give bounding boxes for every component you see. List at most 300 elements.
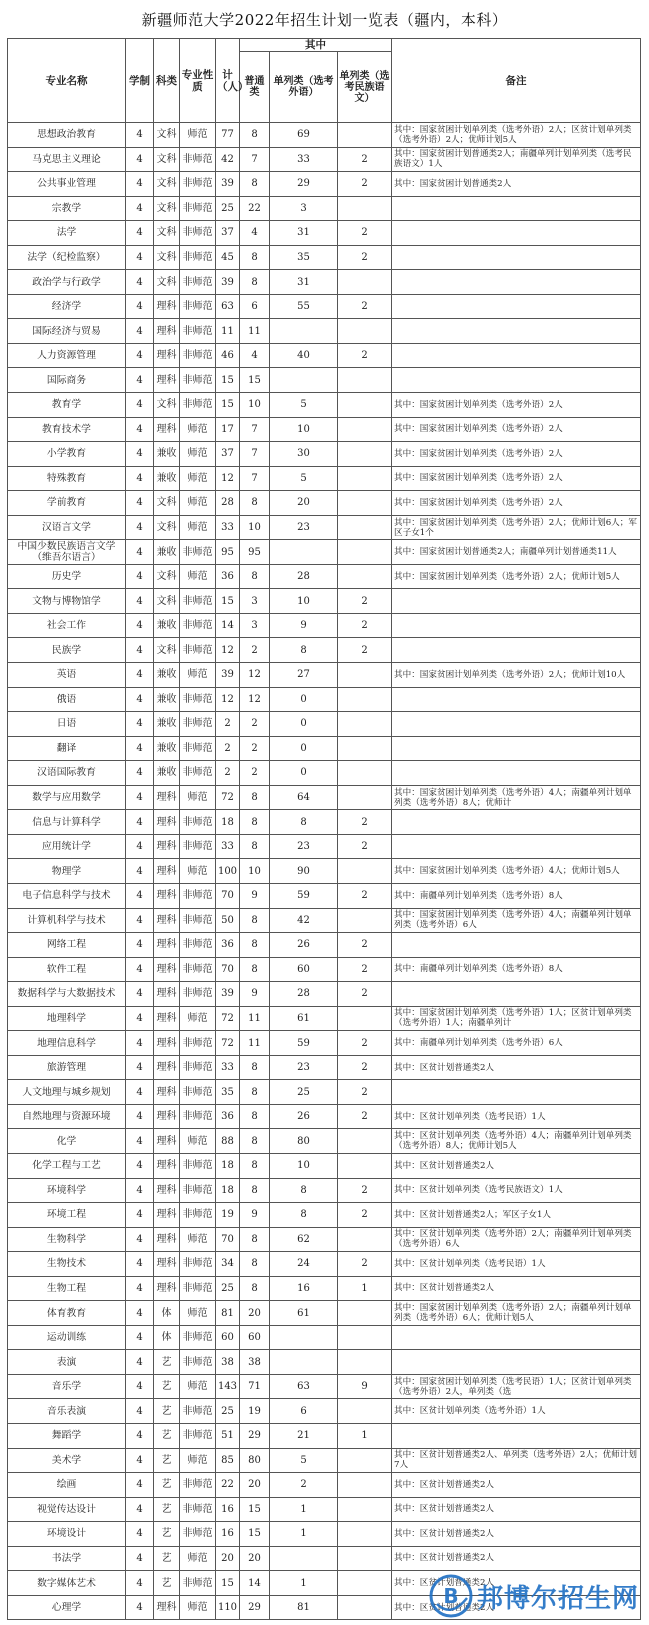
cell-note bbox=[392, 613, 641, 638]
cell-separate-foreign: 35 bbox=[270, 245, 338, 270]
cell-subject: 兼收 bbox=[154, 736, 180, 761]
cell-separate-minority bbox=[338, 319, 392, 344]
cell-subject: 兼收 bbox=[154, 761, 180, 786]
cell-nature: 师范 bbox=[180, 1374, 216, 1399]
cell-note: 其中：国家贫困计划单列类（选考外语）2人；优师计划10人 bbox=[392, 663, 641, 688]
cell-separate-minority bbox=[338, 491, 392, 516]
cell-note bbox=[392, 1080, 641, 1105]
cell-years: 4 bbox=[126, 1031, 154, 1056]
header-general: 普通类 bbox=[240, 52, 270, 123]
cell-years: 4 bbox=[126, 1497, 154, 1522]
cell-total: 85 bbox=[216, 1448, 240, 1473]
table-body bbox=[8, 123, 641, 1620]
table-row bbox=[8, 343, 641, 368]
cell-total: 17 bbox=[216, 417, 240, 442]
cell-subject: 体 bbox=[154, 1301, 180, 1326]
cell-total: 16 bbox=[216, 1522, 240, 1547]
table-row bbox=[8, 1399, 641, 1424]
cell-nature: 非师范 bbox=[180, 933, 216, 958]
cell-general: 8 bbox=[240, 172, 270, 197]
cell-major: 环境科学 bbox=[8, 1178, 126, 1203]
cell-years: 4 bbox=[126, 1104, 154, 1129]
cell-years: 4 bbox=[126, 1448, 154, 1473]
cell-separate-minority bbox=[338, 1006, 392, 1031]
cell-total: 143 bbox=[216, 1374, 240, 1399]
cell-note: 其中：国家贫困计划单列类（选考外语）2人 bbox=[392, 466, 641, 491]
cell-general: 11 bbox=[240, 1031, 270, 1056]
table-row bbox=[8, 1227, 641, 1252]
cell-nature: 非师范 bbox=[180, 393, 216, 418]
cell-nature: 非师范 bbox=[180, 319, 216, 344]
cell-years: 4 bbox=[126, 147, 154, 172]
cell-separate-foreign: 69 bbox=[270, 123, 338, 148]
cell-total: 22 bbox=[216, 1473, 240, 1498]
watermark-text: 邦博尔招生网 bbox=[476, 1583, 639, 1614]
cell-general: 15 bbox=[240, 368, 270, 393]
cell-total: 34 bbox=[216, 1252, 240, 1277]
cell-years: 4 bbox=[126, 859, 154, 884]
header-separate-foreign: 单列类（选考外语） bbox=[270, 52, 338, 123]
cell-subject: 兼收 bbox=[154, 540, 180, 565]
cell-note: 其中：区贫计划单列类（选考民语）1人 bbox=[392, 1252, 641, 1277]
table-row bbox=[8, 589, 641, 614]
cell-subject: 兼收 bbox=[154, 663, 180, 688]
cell-major: 数学与应用数学 bbox=[8, 785, 126, 810]
table-row bbox=[8, 294, 641, 319]
cell-general: 20 bbox=[240, 1301, 270, 1326]
cell-note bbox=[392, 589, 641, 614]
cell-note bbox=[392, 982, 641, 1007]
cell-separate-foreign: 21 bbox=[270, 1423, 338, 1448]
cell-note: 其中：南疆单列计划单列类（选考外语）6人 bbox=[392, 1031, 641, 1056]
cell-total: 72 bbox=[216, 1006, 240, 1031]
cell-major: 化学 bbox=[8, 1129, 126, 1154]
cell-total: 88 bbox=[216, 1129, 240, 1154]
table-row bbox=[8, 1423, 641, 1448]
cell-major: 环境工程 bbox=[8, 1203, 126, 1228]
cell-separate-minority: 2 bbox=[338, 147, 392, 172]
cell-total: 51 bbox=[216, 1423, 240, 1448]
table-row bbox=[8, 957, 641, 982]
cell-separate-minority bbox=[338, 1546, 392, 1571]
cell-separate-foreign: 27 bbox=[270, 663, 338, 688]
cell-years: 4 bbox=[126, 1252, 154, 1277]
cell-nature: 师范 bbox=[180, 1006, 216, 1031]
cell-note bbox=[392, 343, 641, 368]
cell-total: 33 bbox=[216, 1055, 240, 1080]
cell-general: 7 bbox=[240, 417, 270, 442]
cell-separate-minority bbox=[338, 687, 392, 712]
cell-major: 音乐学 bbox=[8, 1374, 126, 1399]
cell-general: 20 bbox=[240, 1546, 270, 1571]
cell-total: 63 bbox=[216, 294, 240, 319]
cell-note bbox=[392, 368, 641, 393]
cell-nature: 非师范 bbox=[180, 1080, 216, 1105]
cell-separate-foreign: 55 bbox=[270, 294, 338, 319]
cell-general: 14 bbox=[240, 1571, 270, 1596]
table-row bbox=[8, 1546, 641, 1571]
table-row bbox=[8, 1104, 641, 1129]
cell-separate-foreign: 31 bbox=[270, 221, 338, 246]
svg-text:B: B bbox=[443, 1584, 459, 1608]
table-row bbox=[8, 123, 641, 148]
cell-major: 美术学 bbox=[8, 1448, 126, 1473]
cell-subject: 艺 bbox=[154, 1571, 180, 1596]
cell-years: 4 bbox=[126, 785, 154, 810]
cell-major: 政治学与行政学 bbox=[8, 270, 126, 295]
cell-note bbox=[392, 1350, 641, 1375]
cell-subject: 文科 bbox=[154, 270, 180, 295]
table-row bbox=[8, 1497, 641, 1522]
cell-separate-foreign: 8 bbox=[270, 1178, 338, 1203]
cell-nature: 非师范 bbox=[180, 172, 216, 197]
cell-major: 特殊教育 bbox=[8, 466, 126, 491]
cell-total: 39 bbox=[216, 172, 240, 197]
cell-subject: 理科 bbox=[154, 1031, 180, 1056]
cell-major: 网络工程 bbox=[8, 933, 126, 958]
cell-general: 71 bbox=[240, 1374, 270, 1399]
cell-separate-minority: 2 bbox=[338, 1104, 392, 1129]
cell-nature: 非师范 bbox=[180, 1055, 216, 1080]
table-row bbox=[8, 908, 641, 933]
enrollment-plan-table bbox=[7, 38, 641, 1620]
cell-note: 其中：国家贫困计划单列类（选考外语）2人；南疆单列计划单列类（选考外语）6人；优师计划5人 bbox=[392, 1301, 641, 1326]
cell-note: 其中：国家贫困计划单列类（选考外语）2人 bbox=[392, 442, 641, 467]
table-row bbox=[8, 883, 641, 908]
cell-nature: 非师范 bbox=[180, 1350, 216, 1375]
cell-general: 9 bbox=[240, 883, 270, 908]
cell-note bbox=[392, 221, 641, 246]
cell-separate-foreign: 23 bbox=[270, 515, 338, 540]
cell-major: 计算机科学与技术 bbox=[8, 908, 126, 933]
cell-general: 10 bbox=[240, 859, 270, 884]
cell-subject: 理科 bbox=[154, 1006, 180, 1031]
cell-total: 28 bbox=[216, 491, 240, 516]
cell-separate-minority bbox=[338, 1522, 392, 1547]
cell-years: 4 bbox=[126, 1055, 154, 1080]
cell-nature: 非师范 bbox=[180, 343, 216, 368]
cell-note: 其中：区贫计划单列类（选考民语）1人 bbox=[392, 1104, 641, 1129]
cell-total: 70 bbox=[216, 883, 240, 908]
cell-subject: 文科 bbox=[154, 147, 180, 172]
cell-note: 其中：区贫计划普通类2人、单列类（选考外语）2人；优师计划7人 bbox=[392, 1448, 641, 1473]
cell-note: 其中：区贫计划普通类2人 bbox=[392, 1055, 641, 1080]
cell-years: 4 bbox=[126, 1374, 154, 1399]
cell-major: 法学 bbox=[8, 221, 126, 246]
cell-note bbox=[392, 761, 641, 786]
cell-subject: 理科 bbox=[154, 933, 180, 958]
cell-separate-foreign: 60 bbox=[270, 957, 338, 982]
cell-nature: 非师范 bbox=[180, 540, 216, 565]
cell-years: 4 bbox=[126, 1325, 154, 1350]
cell-years: 4 bbox=[126, 393, 154, 418]
header-years: 学制 bbox=[126, 39, 154, 123]
cell-nature: 师范 bbox=[180, 442, 216, 467]
cell-note: 其中：区贫计划单列类（选考外语）1人 bbox=[392, 1399, 641, 1424]
cell-major: 书法学 bbox=[8, 1546, 126, 1571]
table-row bbox=[8, 491, 641, 516]
cell-major: 日语 bbox=[8, 712, 126, 737]
cell-total: 2 bbox=[216, 712, 240, 737]
cell-years: 4 bbox=[126, 1595, 154, 1620]
cell-separate-foreign: 90 bbox=[270, 859, 338, 884]
cell-general: 8 bbox=[240, 245, 270, 270]
cell-total: 33 bbox=[216, 834, 240, 859]
cell-total: 39 bbox=[216, 982, 240, 1007]
cell-years: 4 bbox=[126, 1227, 154, 1252]
cell-separate-foreign: 0 bbox=[270, 687, 338, 712]
cell-years: 4 bbox=[126, 687, 154, 712]
cell-general: 4 bbox=[240, 221, 270, 246]
cell-note: 其中：区贫计划普通类2人；军区子女1人 bbox=[392, 1203, 641, 1228]
cell-nature: 非师范 bbox=[180, 196, 216, 221]
cell-total: 95 bbox=[216, 540, 240, 565]
cell-years: 4 bbox=[126, 245, 154, 270]
cell-subject: 文科 bbox=[154, 564, 180, 589]
cell-subject: 理科 bbox=[154, 1227, 180, 1252]
table-row bbox=[8, 785, 641, 810]
cell-subject: 理科 bbox=[154, 1055, 180, 1080]
cell-total: 46 bbox=[216, 343, 240, 368]
cell-note bbox=[392, 736, 641, 761]
cell-total: 60 bbox=[216, 1325, 240, 1350]
cell-subject: 理科 bbox=[154, 319, 180, 344]
cell-general: 2 bbox=[240, 638, 270, 663]
cell-major: 人文地理与城乡规划 bbox=[8, 1080, 126, 1105]
cell-total: 25 bbox=[216, 1399, 240, 1424]
cell-nature: 师范 bbox=[180, 123, 216, 148]
cell-nature: 非师范 bbox=[180, 1497, 216, 1522]
cell-major: 自然地理与资源环境 bbox=[8, 1104, 126, 1129]
table-row bbox=[8, 442, 641, 467]
cell-total: 38 bbox=[216, 1350, 240, 1375]
cell-separate-foreign bbox=[270, 540, 338, 565]
cell-major: 国际商务 bbox=[8, 368, 126, 393]
cell-subject: 兼收 bbox=[154, 687, 180, 712]
cell-total: 15 bbox=[216, 1571, 240, 1596]
cell-total: 110 bbox=[216, 1595, 240, 1620]
cell-nature: 非师范 bbox=[180, 589, 216, 614]
table-row bbox=[8, 1252, 641, 1277]
cell-subject: 理科 bbox=[154, 810, 180, 835]
cell-total: 72 bbox=[216, 785, 240, 810]
cell-separate-minority bbox=[338, 1301, 392, 1326]
cell-separate-minority bbox=[338, 1399, 392, 1424]
cell-note bbox=[392, 712, 641, 737]
cell-total: 12 bbox=[216, 638, 240, 663]
cell-subject: 艺 bbox=[154, 1423, 180, 1448]
cell-general: 12 bbox=[240, 663, 270, 688]
cell-separate-foreign: 40 bbox=[270, 343, 338, 368]
cell-years: 4 bbox=[126, 883, 154, 908]
cell-nature: 师范 bbox=[180, 1301, 216, 1326]
cell-nature: 非师范 bbox=[180, 1104, 216, 1129]
cell-total: 36 bbox=[216, 933, 240, 958]
cell-nature: 师范 bbox=[180, 859, 216, 884]
cell-major: 环境设计 bbox=[8, 1522, 126, 1547]
cell-separate-foreign: 23 bbox=[270, 834, 338, 859]
cell-total: 70 bbox=[216, 1227, 240, 1252]
cell-nature: 非师范 bbox=[180, 957, 216, 982]
cell-nature: 师范 bbox=[180, 1595, 216, 1620]
cell-nature: 非师范 bbox=[180, 761, 216, 786]
table-row bbox=[8, 196, 641, 221]
cell-nature: 非师范 bbox=[180, 270, 216, 295]
cell-subject: 理科 bbox=[154, 883, 180, 908]
header-subject: 科类 bbox=[154, 39, 180, 123]
cell-major: 英语 bbox=[8, 663, 126, 688]
cell-major: 地理科学 bbox=[8, 1006, 126, 1031]
cell-years: 4 bbox=[126, 957, 154, 982]
cell-nature: 非师范 bbox=[180, 883, 216, 908]
cell-major: 教育技术学 bbox=[8, 417, 126, 442]
cell-separate-minority bbox=[338, 442, 392, 467]
cell-major: 绘画 bbox=[8, 1473, 126, 1498]
cell-general: 10 bbox=[240, 515, 270, 540]
cell-nature: 非师范 bbox=[180, 221, 216, 246]
cell-major: 地理信息科学 bbox=[8, 1031, 126, 1056]
cell-separate-foreign: 59 bbox=[270, 1031, 338, 1056]
cell-subject: 理科 bbox=[154, 1595, 180, 1620]
cell-years: 4 bbox=[126, 442, 154, 467]
cell-general: 8 bbox=[240, 957, 270, 982]
cell-major: 汉语国际教育 bbox=[8, 761, 126, 786]
cell-nature: 非师范 bbox=[180, 1276, 216, 1301]
cell-nature: 非师范 bbox=[180, 613, 216, 638]
cell-separate-foreign: 8 bbox=[270, 638, 338, 663]
cell-nature: 师范 bbox=[180, 1129, 216, 1154]
cell-years: 4 bbox=[126, 294, 154, 319]
cell-major: 马克思主义理论 bbox=[8, 147, 126, 172]
cell-general: 6 bbox=[240, 294, 270, 319]
cell-years: 4 bbox=[126, 1546, 154, 1571]
table-row bbox=[8, 933, 641, 958]
cell-major: 生物科学 bbox=[8, 1227, 126, 1252]
cell-major: 宗教学 bbox=[8, 196, 126, 221]
cell-general: 3 bbox=[240, 613, 270, 638]
table-row bbox=[8, 466, 641, 491]
cell-separate-minority bbox=[338, 1448, 392, 1473]
cell-years: 4 bbox=[126, 1129, 154, 1154]
cell-note: 其中：国家贫困计划普通类2人；南疆单列计划普通类11人 bbox=[392, 540, 641, 565]
cell-note: 其中：国家贫困计划单列类（选考外语）2人 bbox=[392, 393, 641, 418]
cell-subject: 理科 bbox=[154, 1129, 180, 1154]
cell-note: 其中：国家贫困计划单列类（选考外语）4人；优师计划5人 bbox=[392, 859, 641, 884]
cell-note: 其中：国家贫困计划单列类（选考民语）1人；区贫计划单列类（选考外语）2人，单列类（选 bbox=[392, 1374, 641, 1399]
cell-general: 80 bbox=[240, 1448, 270, 1473]
cell-note: 其中：国家贫困计划普通类2人 bbox=[392, 172, 641, 197]
table-row bbox=[8, 859, 641, 884]
cell-note: 其中：国家贫困计划单列类（选考外语）4人；南疆单列计划单列类（选考外语）8人；优师计 bbox=[392, 785, 641, 810]
cell-note bbox=[392, 810, 641, 835]
cell-total: 70 bbox=[216, 957, 240, 982]
cell-total: 14 bbox=[216, 613, 240, 638]
cell-total: 12 bbox=[216, 466, 240, 491]
table-row bbox=[8, 1276, 641, 1301]
header-of-which: 其中 bbox=[240, 39, 392, 52]
cell-note: 其中：南疆单列计划单列类（选考外语）8人 bbox=[392, 957, 641, 982]
cell-nature: 非师范 bbox=[180, 638, 216, 663]
cell-subject: 艺 bbox=[154, 1350, 180, 1375]
cell-total: 19 bbox=[216, 1203, 240, 1228]
cell-years: 4 bbox=[126, 1203, 154, 1228]
cell-major: 生物技术 bbox=[8, 1252, 126, 1277]
cell-major: 化学工程与工艺 bbox=[8, 1153, 126, 1178]
cell-subject: 文科 bbox=[154, 491, 180, 516]
cell-nature: 非师范 bbox=[180, 1325, 216, 1350]
cell-separate-minority: 2 bbox=[338, 810, 392, 835]
cell-general: 8 bbox=[240, 1178, 270, 1203]
cell-general: 9 bbox=[240, 982, 270, 1007]
cell-total: 16 bbox=[216, 1497, 240, 1522]
cell-total: 77 bbox=[216, 123, 240, 148]
cell-separate-minority bbox=[338, 712, 392, 737]
cell-general: 29 bbox=[240, 1423, 270, 1448]
cell-separate-minority bbox=[338, 123, 392, 148]
cell-note: 其中：区贫计划普通类2人 bbox=[392, 1276, 641, 1301]
table-row bbox=[8, 1006, 641, 1031]
cell-separate-foreign: 59 bbox=[270, 883, 338, 908]
cell-subject: 文科 bbox=[154, 196, 180, 221]
cell-major: 软件工程 bbox=[8, 957, 126, 982]
cell-total: 100 bbox=[216, 859, 240, 884]
cell-separate-foreign bbox=[270, 1325, 338, 1350]
cell-years: 4 bbox=[126, 834, 154, 859]
cell-separate-minority: 2 bbox=[338, 1252, 392, 1277]
cell-separate-minority bbox=[338, 859, 392, 884]
cell-separate-foreign: 1 bbox=[270, 1522, 338, 1547]
cell-total: 2 bbox=[216, 736, 240, 761]
cell-note: 其中：区贫计划单列类（选考外语）4人；南疆单列计划单列类（选考外语）8人；优师计划5人 bbox=[392, 1129, 641, 1154]
cell-subject: 兼收 bbox=[154, 712, 180, 737]
cell-separate-foreign: 3 bbox=[270, 196, 338, 221]
header-major: 专业名称 bbox=[8, 39, 126, 123]
cell-major: 信息与计算科学 bbox=[8, 810, 126, 835]
cell-separate-foreign: 33 bbox=[270, 147, 338, 172]
cell-years: 4 bbox=[126, 1178, 154, 1203]
table-row bbox=[8, 1203, 641, 1228]
cell-separate-minority bbox=[338, 196, 392, 221]
cell-separate-minority: 2 bbox=[338, 982, 392, 1007]
cell-years: 4 bbox=[126, 172, 154, 197]
cell-major: 舞蹈学 bbox=[8, 1423, 126, 1448]
cell-separate-minority bbox=[338, 1325, 392, 1350]
cell-major: 公共事业管理 bbox=[8, 172, 126, 197]
cell-nature: 非师范 bbox=[180, 810, 216, 835]
cell-nature: 非师范 bbox=[180, 1473, 216, 1498]
table-row bbox=[8, 368, 641, 393]
cell-separate-foreign: 0 bbox=[270, 712, 338, 737]
cell-nature: 非师范 bbox=[180, 736, 216, 761]
cell-nature: 师范 bbox=[180, 663, 216, 688]
cell-years: 4 bbox=[126, 270, 154, 295]
cell-separate-foreign: 0 bbox=[270, 736, 338, 761]
cell-years: 4 bbox=[126, 933, 154, 958]
cell-general: 15 bbox=[240, 1522, 270, 1547]
cell-years: 4 bbox=[126, 540, 154, 565]
cell-general: 95 bbox=[240, 540, 270, 565]
cell-separate-foreign bbox=[270, 1350, 338, 1375]
cell-separate-minority: 2 bbox=[338, 933, 392, 958]
header-total: 计（人） bbox=[216, 39, 240, 123]
cell-nature: 师范 bbox=[180, 515, 216, 540]
cell-separate-foreign: 8 bbox=[270, 810, 338, 835]
cell-separate-minority: 2 bbox=[338, 834, 392, 859]
cell-years: 4 bbox=[126, 368, 154, 393]
header-separate-minority: 单列类（选考民族语文） bbox=[338, 52, 392, 123]
cell-separate-foreign: 9 bbox=[270, 613, 338, 638]
cell-general: 19 bbox=[240, 1399, 270, 1424]
